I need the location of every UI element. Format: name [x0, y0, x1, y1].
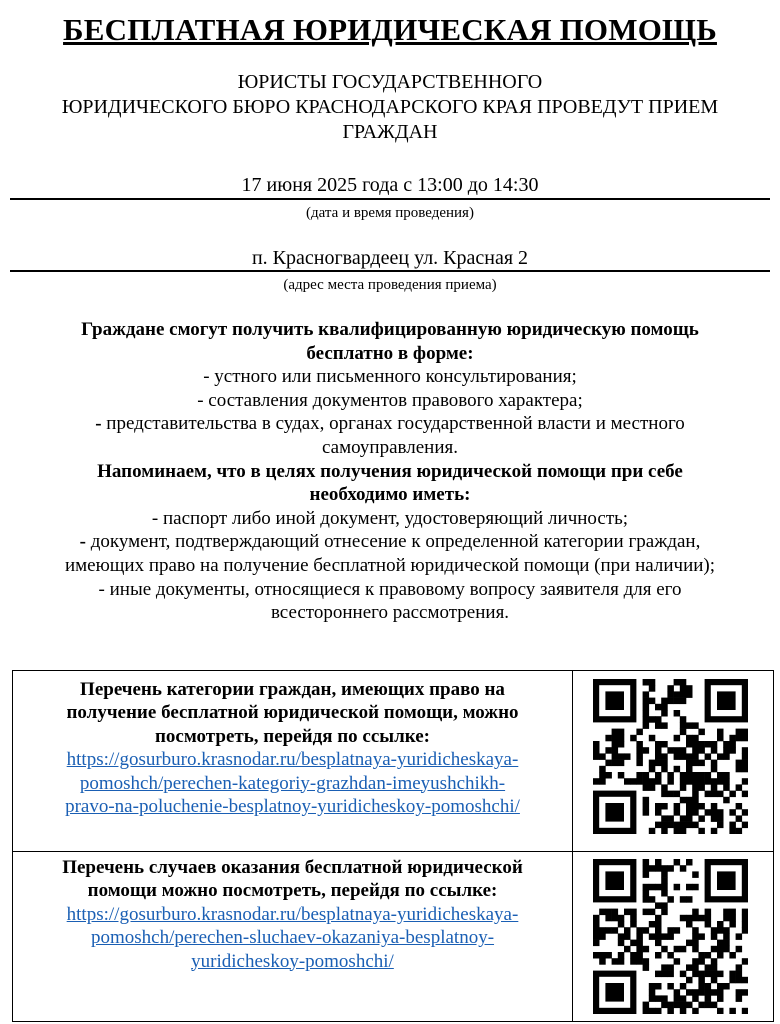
document-item: всестороннего рассмотрения.: [270, 602, 510, 624]
event-address: п. Красногвардеец ул. Красная 2: [251, 247, 529, 269]
organizer-heading-line: ГРАЖДАН: [342, 121, 438, 143]
service-item: - составления документов правового характера;: [197, 389, 583, 411]
documents-reminder: необходимо иметь:: [309, 484, 471, 506]
document-item: - паспорт либо иной документ, удостоверяющий личность;: [151, 507, 629, 529]
links-table: [12, 670, 774, 1022]
service-item: самоуправления.: [322, 436, 458, 458]
address-underline: [10, 270, 770, 272]
cases-text-line: помощи можно посмотреть, перейдя по ссылке:: [87, 880, 498, 902]
categories-text-line: получение бесплатной юридической помощи, можно: [66, 702, 519, 724]
main-text: [10, 318, 770, 625]
document-item: - иные документы, относящиеся к правовому вопросу заявителя для его: [98, 578, 682, 600]
bold-dash: -: [95, 413, 102, 435]
service-item-text: представительства в судах, органах государственной власти и местного: [101, 413, 685, 435]
organizer-heading: [10, 70, 770, 145]
cases-link[interactable]: yuridicheskoy-pomoshchi/: [191, 950, 394, 972]
documents-reminder: Напоминаем, что в целях получения юридической помощи при себе: [97, 460, 683, 482]
address-caption: (адрес места проведения приема): [283, 277, 497, 293]
cases-cell: [13, 856, 572, 973]
table-divider-horizontal: [13, 851, 773, 852]
bold-dash: -: [79, 531, 86, 553]
categories-text-line: Перечень категории граждан, имеющих право на: [80, 679, 505, 700]
categories-cell: [13, 678, 572, 818]
qr-code-icon[interactable]: [593, 859, 748, 1014]
categories-link[interactable]: https://gosurburo.krasnodar.ru/besplatnaya-yuridicheskaya-: [66, 749, 519, 771]
cases-link[interactable]: https://gosurburo.krasnodar.ru/besplatnaya-yuridicheskaya-: [66, 903, 519, 925]
document-item-text: документ, подтверждающий отнесение к определенной категории граждан,: [85, 531, 701, 553]
document-item: имеющих право на получение бесплатной юридической помощи (при наличии);: [64, 554, 716, 576]
event-datetime: 17 июня 2025 года с 13:00 до 14:30: [241, 174, 539, 196]
categories-link[interactable]: pomoshch/perechen-kategoriy-grazhdan-imeyushchikh-: [79, 772, 506, 794]
organizer-heading-line: ЮРИДИЧЕСКОГО БЮРО КРАСНОДАРСКОГО КРАЯ ПРОВЕДУТ ПРИЕМ: [61, 96, 719, 118]
service-item: - устного или письменного консультирования;: [203, 366, 577, 388]
page-title: БЕСПЛАТНАЯ ЮРИДИЧЕСКАЯ ПОМОЩЬ: [63, 12, 717, 47]
qr-code-icon[interactable]: [593, 679, 748, 834]
datetime-underline: [10, 198, 770, 200]
services-intro: Граждане смогут получить квалифицированную юридическую помощь: [81, 319, 699, 340]
cases-link[interactable]: pomoshch/perechen-sluchaev-okazaniya-besplatnoy-: [90, 927, 495, 949]
document-item: [10, 530, 770, 554]
categories-link[interactable]: pravo-na-poluchenie-besplatnoy-yuridicheskoy-pomoshchi/: [65, 796, 520, 818]
categories-text-line: посмотреть, перейдя по ссылке:: [154, 725, 431, 747]
services-intro: бесплатно в форме:: [306, 342, 474, 364]
service-item: [10, 412, 770, 436]
table-divider-vertical: [572, 671, 573, 1021]
datetime-caption: (дата и время проведения): [306, 205, 474, 221]
organizer-heading-line: ЮРИСТЫ ГОСУДАРСТВЕННОГО: [237, 71, 543, 93]
cases-text-line: Перечень случаев оказания бесплатной юридической: [62, 857, 523, 878]
